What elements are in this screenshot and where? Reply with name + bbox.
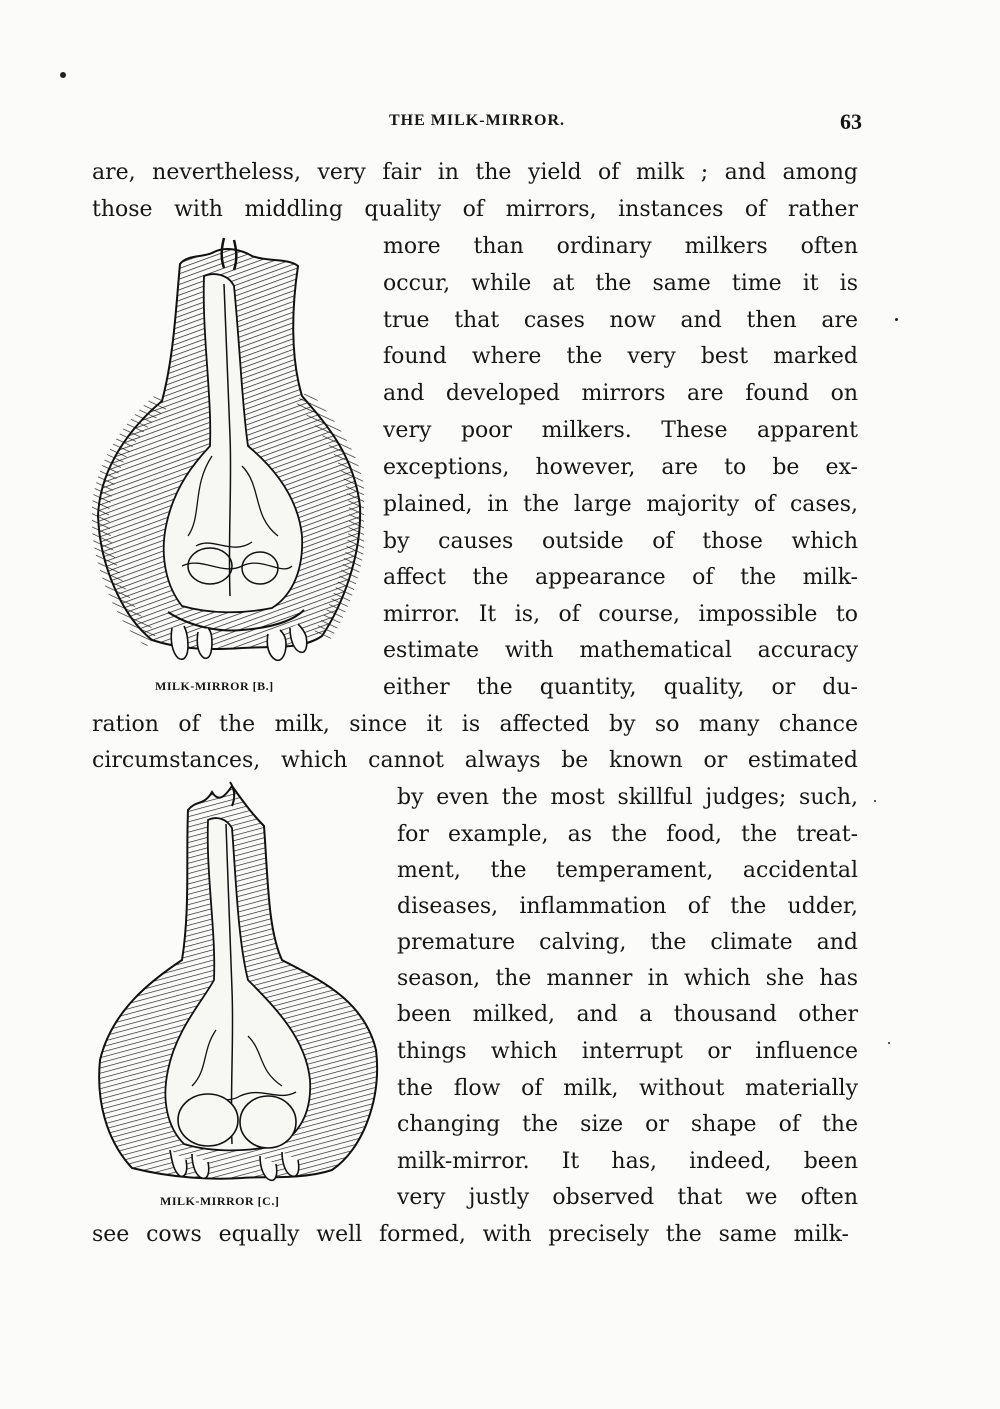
figure-caption-c: MILK-MIRROR [C.] <box>160 1194 280 1208</box>
text-line: by even the most skillful judges; such, <box>397 785 858 810</box>
text-line: more than ordinary milkers often <box>383 234 858 259</box>
text-line: for example, as the food, the treat- <box>397 822 858 847</box>
text-line: either the quantity, quality, or du- <box>383 675 858 700</box>
figure-caption-b: MILK-MIRROR [B.] <box>155 679 274 693</box>
text-line: exceptions, however, are to be ex- <box>383 455 858 480</box>
text-line: changing the size or shape of the <box>397 1112 858 1137</box>
page-number: 63 <box>840 109 862 134</box>
text-line: found where the very best marked <box>383 344 858 369</box>
text-line: season, the manner in which she has <box>397 966 858 991</box>
figure-milk-mirror-c <box>92 780 382 1190</box>
text-line: diseases, inflammation of the udder, <box>397 894 858 919</box>
text-line: ment, the temperament, accidental <box>397 858 858 883</box>
milk-mirror-b-illustration <box>92 236 364 668</box>
text-line: affect the appearance of the milk- <box>383 565 858 590</box>
text-line: those with middling quality of mirrors, instances of rather <box>92 197 858 222</box>
text-line: and developed mirrors are found on <box>383 381 858 406</box>
text-line: ration of the milk, since it is affected by so many chance <box>92 712 858 737</box>
text-line: been milked, and a thousand other <box>397 1002 858 1027</box>
text-line: are, nevertheless, very fair in the yield of milk ; and among <box>92 160 858 185</box>
text-line: very justly observed that we often <box>397 1185 858 1210</box>
text-line: circumstances, which cannot always be known or estimated <box>92 748 858 773</box>
figure-milk-mirror-b <box>92 236 364 668</box>
text-line: premature calving, the climate and <box>397 930 858 955</box>
text-line: true that cases now and then are <box>383 308 858 333</box>
print-speck <box>60 72 66 78</box>
running-title: THE MILK-MIRROR. <box>389 112 565 129</box>
running-header <box>92 109 862 136</box>
print-speck <box>874 800 876 802</box>
text-line: see cows equally well formed, with precisely the same milk- <box>92 1222 849 1247</box>
text-line: milk-mirror. It has, indeed, been <box>397 1149 858 1174</box>
milk-mirror-c-illustration <box>92 780 382 1190</box>
text-line: the flow of milk, without materially <box>397 1076 858 1101</box>
print-speck <box>888 1042 890 1044</box>
text-line: very poor milkers. These apparent <box>383 418 858 443</box>
text-line: occur, while at the same time it is <box>383 271 858 296</box>
text-line: mirror. It is, of course, impossible to <box>383 602 858 627</box>
text-line: estimate with mathematical accuracy <box>383 638 858 663</box>
text-line: by causes outside of those which <box>383 529 858 554</box>
text-line: plained, in the large majority of cases, <box>383 492 858 517</box>
print-speck <box>895 318 898 321</box>
text-line: things which interrupt or influence <box>397 1039 858 1064</box>
